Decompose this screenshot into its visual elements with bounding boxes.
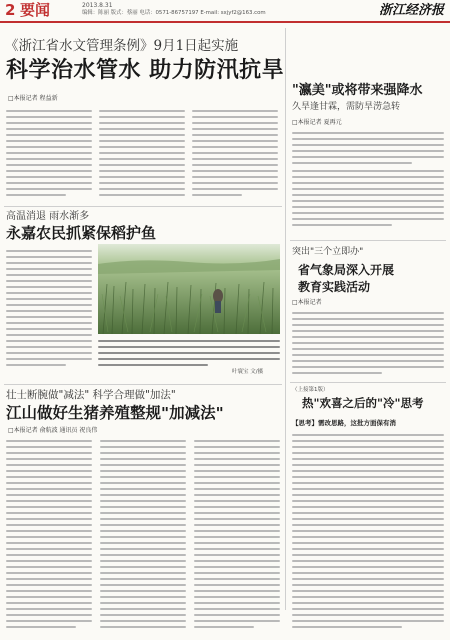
text-line: [292, 132, 444, 134]
text-line: [6, 292, 92, 294]
text-line: [194, 452, 280, 454]
farmer-figure: [213, 289, 223, 303]
section-divider: [290, 382, 446, 383]
text-line: [6, 542, 92, 544]
section-divider: [290, 240, 446, 241]
pig-article-body: [6, 438, 282, 634]
body-column: [100, 438, 186, 634]
page-number: 2: [5, 1, 16, 19]
text-line: [194, 524, 280, 526]
text-line: [194, 518, 280, 520]
text-line: [100, 446, 186, 448]
text-line: [6, 158, 92, 160]
text-line: [6, 358, 92, 360]
text-line: [292, 360, 444, 362]
text-line: [6, 256, 92, 258]
text-line: [292, 542, 444, 544]
text-line: [194, 536, 280, 538]
section-divider: [4, 206, 282, 207]
text-line: [292, 626, 402, 628]
text-line: [99, 158, 185, 160]
text-line: [194, 530, 280, 532]
text-line: [292, 614, 444, 616]
thinking-label: （上接第1版）: [292, 387, 329, 393]
text-line: [100, 584, 186, 586]
education-kicker: 突出"三个立即办": [292, 247, 364, 257]
text-line: [98, 352, 280, 354]
text-line: [99, 110, 185, 112]
text-line: [99, 146, 185, 148]
text-line: [6, 482, 92, 484]
field-headline: 永嘉农民抓紧保稻护鱼: [6, 224, 157, 242]
text-line: [292, 194, 444, 196]
text-line: [292, 578, 444, 580]
text-line: [6, 572, 92, 574]
text-line: [292, 470, 444, 472]
text-line: [100, 626, 186, 628]
text-line: [6, 262, 92, 264]
side-article-body: [292, 130, 444, 236]
text-line: [6, 194, 66, 196]
main-byline: □本报记者 程益新: [8, 95, 58, 102]
text-line: [100, 590, 186, 592]
text-line: [98, 346, 280, 348]
text-line: [194, 614, 280, 616]
text-line: [99, 116, 185, 118]
text-line: [194, 572, 280, 574]
text-line: [292, 524, 444, 526]
text-line: [6, 554, 92, 556]
text-line: [292, 200, 444, 202]
side-subhead: 久旱逢甘霖，需防旱涝急转: [292, 102, 401, 112]
text-line: [192, 116, 278, 118]
text-line: [292, 452, 444, 454]
text-line: [194, 494, 280, 496]
text-line: [292, 572, 444, 574]
text-line: [6, 494, 92, 496]
rice-field-image: [98, 244, 280, 334]
text-line: [292, 182, 444, 184]
body-column: [192, 108, 278, 206]
text-line: [292, 518, 444, 520]
text-line: [194, 506, 280, 508]
text-line: [194, 590, 280, 592]
text-line: [6, 268, 92, 270]
photo-credit: 叶寰宝 文/摄: [232, 369, 264, 375]
text-line: [100, 554, 186, 556]
text-line: [6, 506, 92, 508]
text-line: [98, 358, 280, 360]
text-line: [292, 348, 444, 350]
text-line: [292, 218, 444, 220]
text-line: [100, 536, 186, 538]
text-line: [100, 500, 186, 502]
field-kicker: 高温消退 雨水渐多: [6, 211, 90, 222]
text-line: [292, 458, 444, 460]
text-line: [292, 536, 444, 538]
thinking-subhead-row: [292, 420, 444, 430]
text-line: [6, 146, 92, 148]
text-line: [6, 518, 92, 520]
text-line: [194, 464, 280, 466]
text-line: [194, 620, 280, 622]
paper-name: 浙江经济报: [378, 3, 444, 18]
text-line: [100, 440, 186, 442]
text-line: [292, 342, 444, 344]
text-line: [292, 482, 444, 484]
text-line: [6, 446, 92, 448]
text-line: [6, 286, 92, 288]
text-line: [192, 170, 278, 172]
column-divider: [285, 28, 286, 610]
thinking-subhead: 需改思路，这批方面保有消: [318, 419, 396, 427]
thinking-headline: 热"欢喜之后的"冷"思考: [302, 396, 424, 410]
text-line: [194, 458, 280, 460]
side-headline: "瀛美"或将带来强降水: [292, 83, 423, 98]
text-line: [100, 566, 186, 568]
text-line: [6, 250, 92, 252]
text-line: [292, 324, 444, 326]
text-line: [6, 530, 92, 532]
editor-info: 编辑：陈丽 版式：蔡丽 电话：0571-86757197 E-mail: sxjyf2@163.com: [82, 10, 266, 16]
text-line: [194, 476, 280, 478]
text-line: [99, 182, 185, 184]
thinking-article-body: [292, 432, 444, 632]
text-line: [100, 524, 186, 526]
text-line: [6, 536, 92, 538]
text-line: [192, 122, 278, 124]
text-line: [6, 304, 92, 306]
text-line: [99, 194, 185, 196]
text-line: [192, 176, 278, 178]
text-line: [292, 530, 444, 532]
text-line: [99, 140, 185, 142]
text-line: [6, 316, 92, 318]
pig-headline: 江山做好生猪养殖整规"加减法": [6, 404, 224, 422]
body-column: [6, 438, 92, 634]
text-line: [6, 470, 92, 472]
text-line: [292, 506, 444, 508]
text-line: [6, 310, 92, 312]
text-line: [292, 548, 444, 550]
text-line: [192, 194, 242, 196]
text-line: [6, 280, 92, 282]
text-line: [194, 626, 254, 628]
text-line: [292, 476, 444, 478]
text-line: [194, 602, 280, 604]
text-line: [6, 458, 92, 460]
text-line: [292, 188, 444, 190]
text-line: [292, 206, 444, 208]
text-line: [100, 458, 186, 460]
pig-byline: □本报记者 俞航波 通讯员 祝良伟: [8, 427, 98, 434]
text-line: [194, 440, 280, 442]
text-line: [100, 572, 186, 574]
text-line: [6, 608, 92, 610]
text-line: [292, 162, 412, 164]
text-line: [100, 488, 186, 490]
text-line: [100, 602, 186, 604]
masthead-rule: [0, 21, 450, 23]
text-line: [292, 354, 444, 356]
text-line: [194, 608, 280, 610]
text-line: [99, 170, 185, 172]
text-line: [100, 542, 186, 544]
main-article-body: [6, 108, 278, 206]
text-line: [6, 488, 92, 490]
text-line: [194, 548, 280, 550]
text-line: [6, 188, 92, 190]
text-line: [292, 330, 444, 332]
text-line: [100, 620, 186, 622]
text-line: [99, 152, 185, 154]
text-line: [6, 614, 92, 616]
text-line: [292, 366, 444, 368]
text-line: [192, 182, 278, 184]
text-line: [100, 608, 186, 610]
main-kicker: 《浙江省水文管理条例》9月1日起实施: [5, 38, 239, 54]
text-line: [6, 352, 92, 354]
text-line: [292, 494, 444, 496]
text-line: [6, 298, 92, 300]
text-line: [292, 176, 444, 178]
section-name: 要闻: [20, 1, 51, 19]
text-line: [6, 440, 92, 442]
text-line: [6, 602, 92, 604]
text-line: [292, 224, 392, 226]
text-line: [6, 548, 92, 550]
text-line: [292, 608, 444, 610]
text-line: [292, 590, 444, 592]
text-line: [100, 548, 186, 550]
text-line: [6, 346, 92, 348]
text-line: [6, 134, 92, 136]
text-line: [6, 340, 92, 342]
text-line: [6, 274, 92, 276]
body-column: [99, 108, 185, 206]
text-line: [6, 590, 92, 592]
text-line: [6, 560, 92, 562]
text-line: [99, 122, 185, 124]
text-line: [192, 152, 278, 154]
text-line: [6, 334, 92, 336]
text-line: [100, 476, 186, 478]
text-line: [192, 134, 278, 136]
text-line: [98, 364, 208, 366]
text-line: [100, 506, 186, 508]
main-headline: 科学治水管水 助力防汛抗旱: [6, 58, 285, 83]
education-headline-2: 教育实践活动: [298, 280, 371, 294]
text-line: [292, 584, 444, 586]
text-line: [292, 212, 444, 214]
text-line: [192, 188, 278, 190]
text-line: [99, 176, 185, 178]
text-line: [6, 500, 92, 502]
text-line: [292, 488, 444, 490]
masthead: [0, 0, 450, 22]
text-line: [6, 566, 92, 568]
text-line: [100, 482, 186, 484]
education-article-body: [292, 310, 444, 380]
text-line: [292, 500, 444, 502]
text-line: [6, 322, 92, 324]
text-line: [100, 512, 186, 514]
text-line: [194, 482, 280, 484]
text-line: [292, 156, 444, 158]
text-line: [292, 596, 444, 598]
text-line: [194, 488, 280, 490]
text-line: [100, 470, 186, 472]
text-line: [292, 620, 444, 622]
text-line: [194, 470, 280, 472]
text-line: [194, 542, 280, 544]
text-line: [6, 164, 92, 166]
text-line: [194, 578, 280, 580]
field-article-body: [6, 248, 92, 370]
text-line: [194, 512, 280, 514]
text-line: [6, 452, 92, 454]
text-line: [100, 494, 186, 496]
text-line: [192, 158, 278, 160]
text-line: [292, 170, 444, 172]
text-line: [292, 138, 444, 140]
education-byline: □本报记者: [292, 299, 322, 306]
text-line: [6, 578, 92, 580]
thinking-subhead-tag: 【思考】: [292, 419, 318, 427]
text-line: [292, 318, 444, 320]
text-line: [194, 584, 280, 586]
text-line: [292, 336, 444, 338]
section-divider: [4, 384, 282, 385]
text-line: [100, 578, 186, 580]
rice-field-photo: [98, 244, 280, 334]
text-line: [98, 340, 280, 342]
text-line: [99, 134, 185, 136]
text-line: [292, 566, 444, 568]
text-line: [6, 128, 92, 130]
text-line: [6, 110, 92, 112]
text-line: [192, 140, 278, 142]
text-line: [292, 434, 444, 436]
text-line: [292, 312, 444, 314]
text-line: [6, 152, 92, 154]
body-column: [194, 438, 280, 634]
text-line: [99, 128, 185, 130]
text-line: [6, 170, 92, 172]
text-line: [6, 596, 92, 598]
side-byline: □本报记者 夏再元: [292, 119, 342, 126]
text-line: [292, 372, 382, 374]
text-line: [6, 512, 92, 514]
text-line: [194, 560, 280, 562]
text-line: [6, 182, 92, 184]
text-line: [292, 440, 444, 442]
text-line: [100, 518, 186, 520]
text-line: [292, 554, 444, 556]
text-line: [292, 602, 444, 604]
text-line: [194, 446, 280, 448]
text-line: [6, 328, 92, 330]
text-line: [292, 144, 444, 146]
text-line: [192, 128, 278, 130]
text-line: [6, 116, 92, 118]
text-line: [6, 176, 92, 178]
text-line: [6, 122, 92, 124]
text-line: [100, 452, 186, 454]
text-line: [194, 554, 280, 556]
text-line: [292, 560, 444, 562]
text-line: [100, 560, 186, 562]
text-line: [6, 620, 92, 622]
text-line: [292, 464, 444, 466]
text-line: [292, 446, 444, 448]
text-line: [6, 524, 92, 526]
education-headline-1: 省气象局深入开展: [298, 263, 395, 277]
date-line: 2013.8.31: [82, 2, 113, 9]
text-line: [6, 364, 66, 366]
text-line: [192, 110, 278, 112]
text-line: [194, 500, 280, 502]
text-line: [100, 530, 186, 532]
text-line: [6, 584, 92, 586]
text-line: [99, 188, 185, 190]
text-line: [6, 464, 92, 466]
text-line: [100, 614, 186, 616]
text-line: [6, 476, 92, 478]
text-line: [192, 146, 278, 148]
pig-kicker: 壮士断腕做"减法" 科学合理做"加法": [6, 389, 176, 401]
text-line: [292, 512, 444, 514]
text-line: [100, 596, 186, 598]
body-column: [6, 108, 92, 206]
text-line: [99, 164, 185, 166]
text-line: [6, 140, 92, 142]
text-line: [292, 150, 444, 152]
text-line: [6, 626, 76, 628]
text-line: [194, 566, 280, 568]
text-line: [194, 596, 280, 598]
text-line: [192, 164, 278, 166]
text-line: [100, 464, 186, 466]
